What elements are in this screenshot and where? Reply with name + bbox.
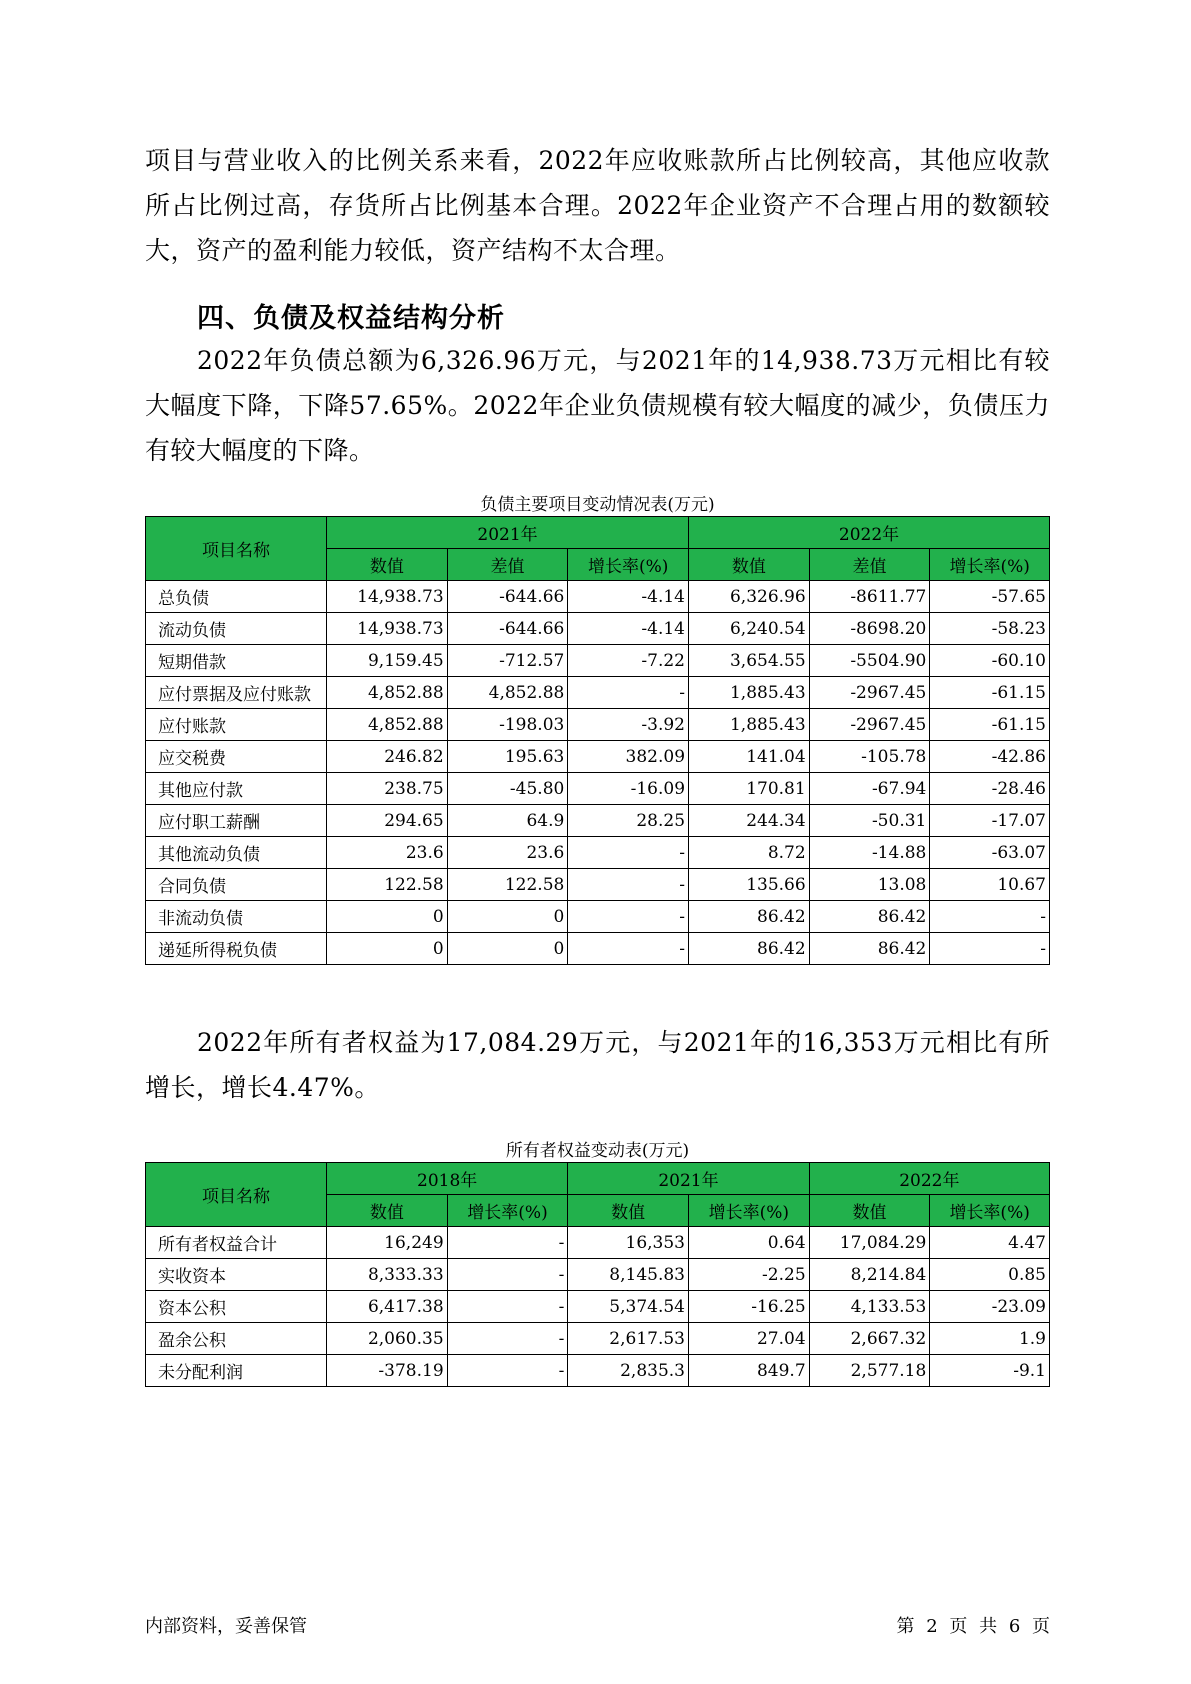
table-cell: 2,060.35	[327, 1323, 448, 1355]
table-row	[146, 901, 1050, 933]
table-cell: -2967.45	[809, 709, 930, 741]
table-cell: 2,577.18	[809, 1355, 930, 1387]
table2-sub-header: 数值	[568, 1195, 689, 1227]
table-cell: 4.47	[930, 1227, 1050, 1259]
table-cell: 122.58	[447, 869, 568, 901]
table-cell: -4.14	[568, 581, 689, 613]
table-cell: 2,667.32	[809, 1323, 930, 1355]
table-cell: -16.09	[568, 773, 689, 805]
row-label: 合同负债	[146, 869, 327, 901]
table-cell: -57.65	[930, 581, 1050, 613]
table-cell: -67.94	[809, 773, 930, 805]
table-row	[146, 837, 1050, 869]
section-heading: 四、负债及权益结构分析	[197, 303, 505, 334]
table-row	[146, 677, 1050, 709]
table-cell: -45.80	[447, 773, 568, 805]
table-row	[146, 709, 1050, 741]
table-cell: -	[568, 869, 689, 901]
table2-sub-header: 数值	[327, 1195, 448, 1227]
table-cell: -105.78	[809, 741, 930, 773]
table-cell: -	[568, 901, 689, 933]
table-row	[146, 1291, 1050, 1323]
table-cell: 4,133.53	[809, 1291, 930, 1323]
liability-change-table	[145, 516, 1050, 965]
paragraph-asset-structure: 项目与营业收入的比例关系来看，2022年应收账款所占比例较高，其他应收款所占比例过高，存货所占比例基本合理。2022年企业资产不合理占用的数额较大，资产的盈利能力较低，资产结构不太合理。	[145, 146, 1050, 265]
table-cell: -	[930, 933, 1050, 965]
table1-sub-header: 差值	[447, 549, 568, 581]
table-cell: -	[568, 837, 689, 869]
table-cell: 0	[447, 933, 568, 965]
table-cell: 16,353	[568, 1227, 689, 1259]
row-label: 盈余公积	[146, 1323, 327, 1355]
table1-year-header: 2021年	[327, 517, 689, 549]
table-cell: 122.58	[327, 869, 448, 901]
table-cell: -4.14	[568, 613, 689, 645]
table2-sub-header: 增长率(%)	[447, 1195, 568, 1227]
table1-sub-header: 数值	[689, 549, 810, 581]
table1-sub-header: 增长率(%)	[930, 549, 1050, 581]
table-cell: -16.25	[688, 1291, 809, 1323]
table-cell: 1.9	[930, 1323, 1050, 1355]
table-cell: 9,159.45	[327, 645, 448, 677]
row-label: 未分配利润	[146, 1355, 327, 1387]
table-cell: -644.66	[447, 613, 568, 645]
table-cell: 0	[327, 933, 448, 965]
table-cell: 382.09	[568, 741, 689, 773]
table-row	[146, 869, 1050, 901]
table-cell: 3,654.55	[689, 645, 810, 677]
table-cell: 135.66	[689, 869, 810, 901]
table-cell: 238.75	[327, 773, 448, 805]
table-cell: 0.64	[688, 1227, 809, 1259]
table-cell: -	[568, 933, 689, 965]
table-cell: 0.85	[930, 1259, 1050, 1291]
row-label: 其他流动负债	[146, 837, 327, 869]
table-cell: 17,084.29	[809, 1227, 930, 1259]
table-cell: 244.34	[689, 805, 810, 837]
table-row	[146, 645, 1050, 677]
row-label: 应付职工薪酬	[146, 805, 327, 837]
row-label: 资本公积	[146, 1291, 327, 1323]
table-cell: 86.42	[689, 901, 810, 933]
table-cell: 0	[447, 901, 568, 933]
table-row	[146, 1355, 1050, 1387]
table-cell: -7.22	[568, 645, 689, 677]
table-cell: 23.6	[327, 837, 448, 869]
table-row	[146, 613, 1050, 645]
table-cell: -50.31	[809, 805, 930, 837]
table2-body	[146, 1227, 1050, 1387]
row-label: 应交税费	[146, 741, 327, 773]
table-cell: 64.9	[447, 805, 568, 837]
row-label: 其他应付款	[146, 773, 327, 805]
table-cell: 170.81	[689, 773, 810, 805]
table-row	[146, 1323, 1050, 1355]
table2-year-header: 2018年	[327, 1163, 568, 1195]
table-cell: 8.72	[689, 837, 810, 869]
table-cell: 1,885.43	[689, 677, 810, 709]
table-cell: 10.67	[930, 869, 1050, 901]
table-row	[146, 805, 1050, 837]
table-cell: -14.88	[809, 837, 930, 869]
table-cell: -	[447, 1323, 568, 1355]
table-cell: -61.15	[930, 677, 1050, 709]
table-cell: 195.63	[447, 741, 568, 773]
paragraph-equity-summary: 2022年所有者权益为17,084.29万元，与2021年的16,353万元相比有所增长，增长4.47%。	[145, 1028, 1050, 1102]
table-cell: -58.23	[930, 613, 1050, 645]
table-cell: 13.08	[809, 869, 930, 901]
table2-sub-header: 数值	[809, 1195, 930, 1227]
table-cell: 86.42	[809, 933, 930, 965]
table-cell: -28.46	[930, 773, 1050, 805]
table-cell: -	[568, 677, 689, 709]
footer-confidential-note: 内部资料，妥善保管	[145, 1616, 307, 1637]
row-label: 总负债	[146, 581, 327, 613]
table-cell: 16,249	[327, 1227, 448, 1259]
table-cell: 6,326.96	[689, 581, 810, 613]
table-cell: 6,240.54	[689, 613, 810, 645]
table-cell: 8,214.84	[809, 1259, 930, 1291]
table-cell: 141.04	[689, 741, 810, 773]
table-cell: -3.92	[568, 709, 689, 741]
table-cell: -	[447, 1291, 568, 1323]
table1-sub-header: 差值	[809, 549, 930, 581]
table-cell: -	[930, 901, 1050, 933]
table-cell: -	[447, 1227, 568, 1259]
table1-body	[146, 581, 1050, 965]
table-cell: -9.1	[930, 1355, 1050, 1387]
table-cell: -23.09	[930, 1291, 1050, 1323]
table-cell: 5,374.54	[568, 1291, 689, 1323]
table1-sub-header: 数值	[327, 549, 448, 581]
table-row	[146, 933, 1050, 965]
paragraph-liability-summary: 2022年负债总额为6,326.96万元，与2021年的14,938.73万元相比有较大幅度下降，下降57.65%。2022年企业负债规模有较大幅度的减少，负债压力有较大幅度的下降。	[145, 346, 1050, 465]
table-cell: -42.86	[930, 741, 1050, 773]
table-cell: 8,333.33	[327, 1259, 448, 1291]
table2-year-header: 2022年	[809, 1163, 1049, 1195]
table-cell: -60.10	[930, 645, 1050, 677]
row-label: 非流动负债	[146, 901, 327, 933]
table-cell: -2.25	[688, 1259, 809, 1291]
row-label: 所有者权益合计	[146, 1227, 327, 1259]
row-label: 实收资本	[146, 1259, 327, 1291]
table-cell: 1,885.43	[689, 709, 810, 741]
table2-sub-header: 增长率(%)	[688, 1195, 809, 1227]
table-row	[146, 581, 1050, 613]
table-cell: 4,852.88	[447, 677, 568, 709]
table-cell: 14,938.73	[327, 613, 448, 645]
equity-change-table	[145, 1162, 1050, 1387]
table-cell: -198.03	[447, 709, 568, 741]
table-cell: 28.25	[568, 805, 689, 837]
table-cell: 14,938.73	[327, 581, 448, 613]
row-label: 递延所得税负债	[146, 933, 327, 965]
row-label: 流动负债	[146, 613, 327, 645]
row-label: 应付账款	[146, 709, 327, 741]
table-cell: -644.66	[447, 581, 568, 613]
table-cell: 23.6	[447, 837, 568, 869]
table-cell: -61.15	[930, 709, 1050, 741]
table-cell: 86.42	[689, 933, 810, 965]
table-cell: -8698.20	[809, 613, 930, 645]
table-cell: 4,852.88	[327, 709, 448, 741]
table-cell: -2967.45	[809, 677, 930, 709]
page-number: 第 2 页 共 6 页	[896, 1616, 1050, 1637]
table-cell: 8,145.83	[568, 1259, 689, 1291]
table-cell: 6,417.38	[327, 1291, 448, 1323]
table-cell: -8611.77	[809, 581, 930, 613]
table-cell: 4,852.88	[327, 677, 448, 709]
table-row	[146, 741, 1050, 773]
table-cell: -63.07	[930, 837, 1050, 869]
table-cell: -17.07	[930, 805, 1050, 837]
table-cell: 2,617.53	[568, 1323, 689, 1355]
table-cell: 2,835.3	[568, 1355, 689, 1387]
table2-year-header: 2021年	[568, 1163, 809, 1195]
table-cell: 246.82	[327, 741, 448, 773]
table-cell: -5504.90	[809, 645, 930, 677]
table-cell: -712.57	[447, 645, 568, 677]
table-row	[146, 773, 1050, 805]
table-cell: 27.04	[688, 1323, 809, 1355]
row-label: 短期借款	[146, 645, 327, 677]
table1-name-header: 项目名称	[146, 517, 327, 581]
table-cell: 0	[327, 901, 448, 933]
table-cell: 294.65	[327, 805, 448, 837]
table-row	[146, 1227, 1050, 1259]
table2-caption: 所有者权益变动表(万元)	[505, 1141, 690, 1161]
table-cell: -	[447, 1355, 568, 1387]
table-row	[146, 1259, 1050, 1291]
table1-sub-header: 增长率(%)	[568, 549, 689, 581]
row-label: 应付票据及应付账款	[146, 677, 327, 709]
table-cell: -	[447, 1259, 568, 1291]
table-cell: 849.7	[688, 1355, 809, 1387]
table1-year-header: 2022年	[689, 517, 1050, 549]
table-cell: 86.42	[809, 901, 930, 933]
table1-caption: 负债主要项目变动情况表(万元)	[480, 495, 715, 515]
table2-name-header: 项目名称	[146, 1163, 327, 1227]
table2-sub-header: 增长率(%)	[930, 1195, 1050, 1227]
table-cell: -378.19	[327, 1355, 448, 1387]
